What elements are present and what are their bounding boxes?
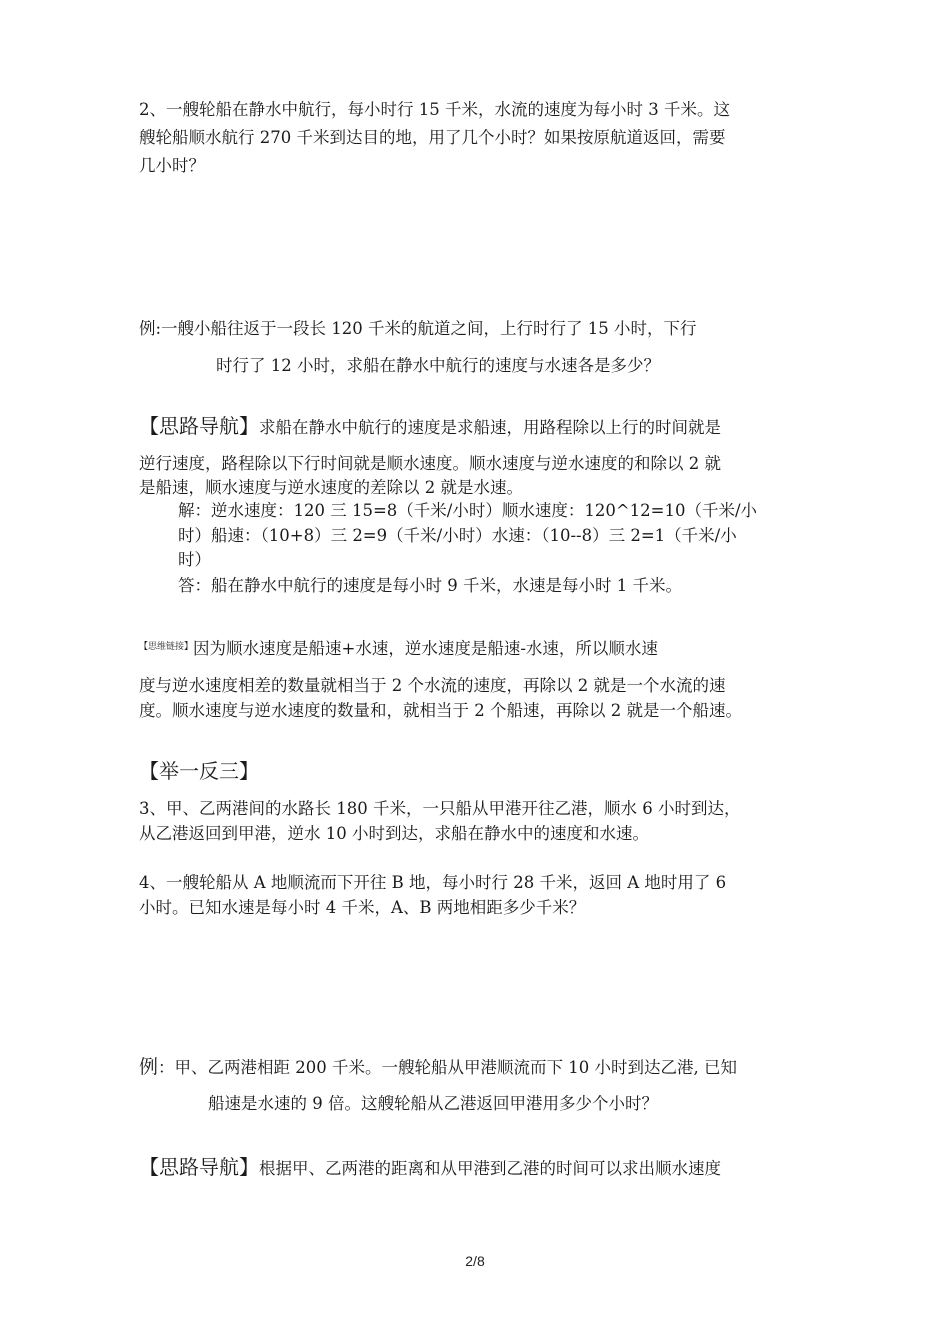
example2-line: 船速是水速的 9 倍。这艘轮船从乙港返回甲港用多少个小时？ — [208, 1094, 658, 1113]
nav1-line: 逆行速度，路程除以下行时间就是顺水速度。顺水速度与逆水速度的和除以 2 就 — [139, 454, 721, 473]
nav1-text: 求船在静水中航行的速度是求船速，用路程除以上行的时间就是 — [259, 418, 721, 437]
practice-heading: 【举一反三】 — [139, 759, 259, 783]
link1-line: 度。顺水速度与逆水速度的数量和，就相当于 2 个船速，再除以 2 就是一个船速。 — [139, 701, 742, 720]
solution1-answer: 答：船在静水中航行的速度是每小时 9 千米，水速是每小时 1 千米。 — [178, 576, 682, 595]
q2-line: 几小时？ — [139, 156, 205, 175]
nav1-line — [139, 415, 721, 439]
solution1-line: 时） — [178, 550, 211, 569]
example2-line — [139, 1056, 737, 1079]
q4-line: 4、一艘轮船从 A 地顺流而下开往 B 地，每小时行 28 千米，返回 A 地时用了 6 — [139, 873, 727, 892]
link1-text: 因为顺水速度是船速+水速，逆水速度是船速-水速，所以顺水速 — [193, 639, 658, 658]
nav2-line — [139, 1156, 721, 1180]
q3-line: 从乙港返回到甲港，逆水 10 小时到达，求船在静水中的速度和水速。 — [139, 824, 649, 843]
nav2-text: 根据甲、乙两港的距离和从甲港到乙港的时间可以求出顺水速度 — [259, 1159, 721, 1178]
example1-line: 例:一艘小船往返于一段长 120 千米的航道之间，上行时行了 15 小时，下行 — [139, 319, 697, 338]
q2-line: 艘轮船顺水航行 270 千米到达目的地，用了几个小时？如果按原航道返回，需要 — [139, 128, 726, 147]
example1-line: 时行了 12 小时，求船在静水中航行的速度与水速各是多少？ — [216, 356, 660, 375]
link1-tag: 【思维链接】 — [139, 642, 194, 652]
link1-line — [139, 638, 658, 660]
link1-line: 度与逆水速度相差的数量就相当于 2 个水流的速度，再除以 2 就是一个水流的速 — [139, 676, 726, 695]
example2-text: ：甲、乙两港相距 200 千米。一艘轮船从甲港顺流而下 10 小时到达乙港, 已知 — [158, 1058, 737, 1077]
q3-line: 3、甲、乙两港间的水路长 180 千米，一只船从甲港开往乙港，顺水 6 小时到达， — [139, 799, 741, 818]
q2-line: 2、一艘轮船在静水中航行，每小时行 15 千米，水流的速度为每小时 3 千米。这 — [139, 100, 730, 119]
solution1-line: 解：逆水速度：120 三 15=8（千米/小时）顺水速度：120^12=10（千米/小 — [178, 501, 758, 520]
q4-line: 小时。已知水速是每小时 4 千米，A、B 两地相距多少千米？ — [139, 898, 586, 917]
nav1-tag: 【思路导航】 — [139, 414, 259, 438]
page-number: 2/8 — [465, 1253, 485, 1269]
example2-label: 例 — [139, 1056, 159, 1078]
nav2-tag: 【思路导航】 — [139, 1155, 259, 1179]
nav1-line: 是船速，顺水速度与逆水速度的差除以 2 就是水速。 — [139, 478, 523, 497]
solution1-line: 时）船速：（10+8）三 2=9（千米/小时）水速：（10--8）三 2=1（千米/小 — [178, 526, 737, 545]
